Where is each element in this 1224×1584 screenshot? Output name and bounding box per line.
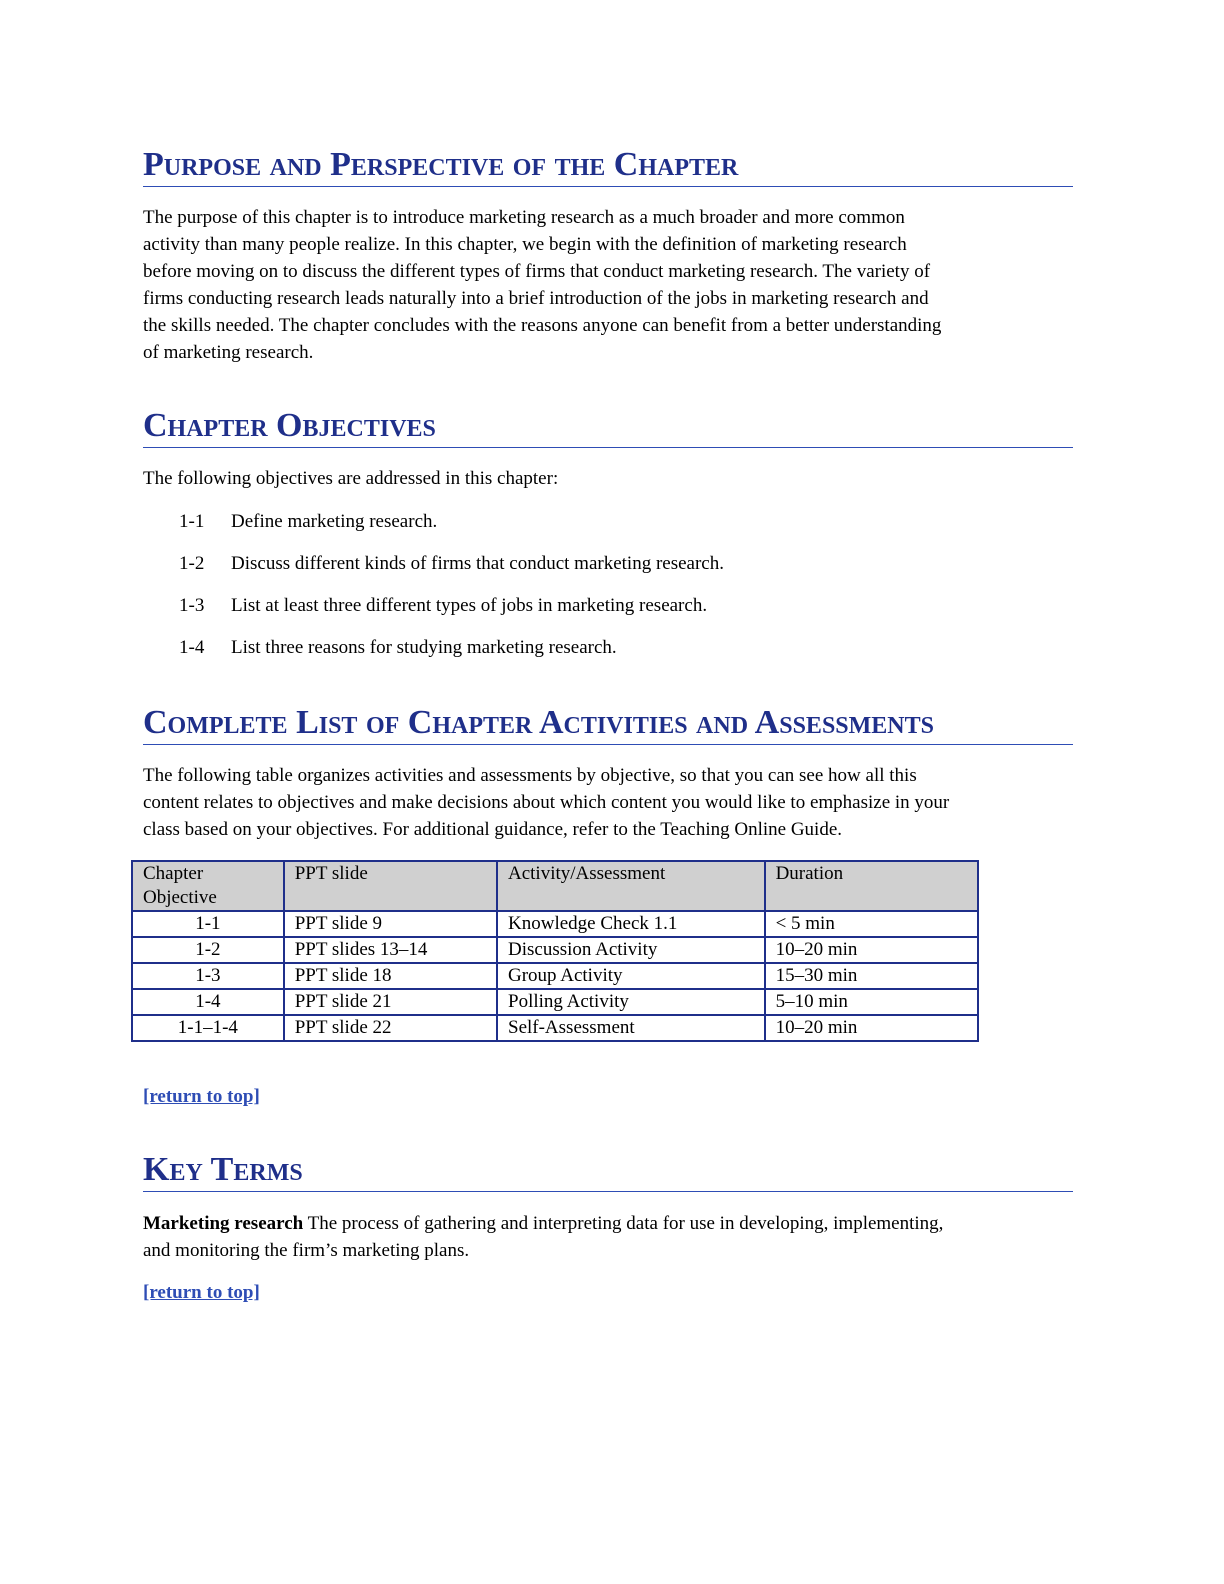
purpose-line: before moving on to discuss the different types of firms that conduct marketing research. The variety of (143, 261, 931, 282)
cell-ppt-slide: PPT slide 22 (284, 1015, 497, 1041)
header-chapter-objective: Chapter Objective (132, 861, 284, 911)
cell-activity: Polling Activity (497, 989, 765, 1015)
objective-text: List three reasons for studying marketing research. (231, 637, 617, 658)
key-term-definition (143, 1210, 1073, 1264)
purpose-line: the skills needed. The chapter concludes with the reasons anyone can benefit from a better understanding (143, 315, 942, 336)
key-term-line (143, 1210, 1073, 1237)
table-row (132, 911, 978, 937)
objective-number: 1-4 (179, 637, 205, 658)
key-term-name: Marketing research (143, 1213, 304, 1234)
activities-paragraph (143, 762, 1073, 843)
activities-table (131, 860, 979, 1042)
return-to-top-link[interactable]: [return to top] (143, 1086, 260, 1107)
activities-line: class based on your objectives. For additional guidance, refer to the Teaching Online Guide. (143, 819, 843, 840)
cell-objective: 1-1–1-4 (132, 1015, 284, 1041)
table-row (132, 989, 978, 1015)
cell-duration: 5–10 min (765, 989, 978, 1015)
objective-item (143, 592, 1073, 634)
cell-ppt-slide: PPT slides 13–14 (284, 937, 497, 963)
objective-number: 1-3 (179, 595, 205, 616)
cell-activity: Self-Assessment (497, 1015, 765, 1041)
objective-number: 1-1 (179, 511, 205, 532)
header-duration: Duration (765, 861, 978, 911)
objectives-heading: Chapter Objectives (143, 407, 1073, 448)
objective-item (143, 508, 1073, 550)
cell-objective: 1-3 (132, 963, 284, 989)
cell-ppt-slide: PPT slide 9 (284, 911, 497, 937)
objectives-list (143, 508, 1073, 676)
cell-ppt-slide: PPT slide 18 (284, 963, 497, 989)
table-row (132, 963, 978, 989)
purpose-paragraph (143, 204, 1073, 366)
purpose-line: The purpose of this chapter is to introduce marketing research as a much broader and more common (143, 207, 905, 228)
cell-duration: 10–20 min (765, 937, 978, 963)
table-row (132, 1015, 978, 1041)
cell-objective: 1-1 (132, 911, 284, 937)
key-term-definition-text: The process of gathering and interpreting data for use in developing, implementing, (303, 1213, 944, 1234)
objective-item (143, 634, 1073, 676)
objective-text: Discuss different kinds of firms that conduct marketing research. (231, 553, 724, 574)
objective-number: 1-2 (179, 553, 205, 574)
objective-item (143, 550, 1073, 592)
objectives-intro: The following objectives are addressed in this chapter: (143, 468, 559, 489)
purpose-heading: Purpose and Perspective of the Chapter (143, 146, 1073, 187)
header-ppt-slide: PPT slide (284, 861, 497, 911)
cell-activity: Group Activity (497, 963, 765, 989)
cell-objective: 1-2 (132, 937, 284, 963)
key-term-line: and monitoring the firm’s marketing plans. (143, 1240, 470, 1261)
cell-duration: 10–20 min (765, 1015, 978, 1041)
purpose-line: firms conducting research leads naturally into a brief introduction of the jobs in marketing research and (143, 288, 929, 309)
cell-duration: < 5 min (765, 911, 978, 937)
cell-activity: Discussion Activity (497, 937, 765, 963)
table-row (132, 937, 978, 963)
header-activity: Activity/Assessment (497, 861, 765, 911)
cell-duration: 15–30 min (765, 963, 978, 989)
objective-text: List at least three different types of jobs in marketing research. (231, 595, 708, 616)
cell-activity: Knowledge Check 1.1 (497, 911, 765, 937)
cell-ppt-slide: PPT slide 21 (284, 989, 497, 1015)
objective-text: Define marketing research. (231, 511, 438, 532)
key-terms-heading: Key Terms (143, 1151, 1073, 1192)
purpose-line: activity than many people realize. In this chapter, we begin with the definition of marketing research (143, 234, 907, 255)
return-to-top-link-2[interactable]: [return to top] (143, 1282, 260, 1303)
activities-line: content relates to objectives and make decisions about which content you would like to emphasize in your (143, 792, 950, 813)
cell-objective: 1-4 (132, 989, 284, 1015)
table-header-row (132, 861, 978, 911)
activities-line: The following table organizes activities and assessments by objective, so that you can see how all this (143, 765, 917, 786)
activities-heading: Complete List of Chapter Activities and Assessments (143, 704, 1073, 745)
purpose-line: of marketing research. (143, 342, 314, 363)
